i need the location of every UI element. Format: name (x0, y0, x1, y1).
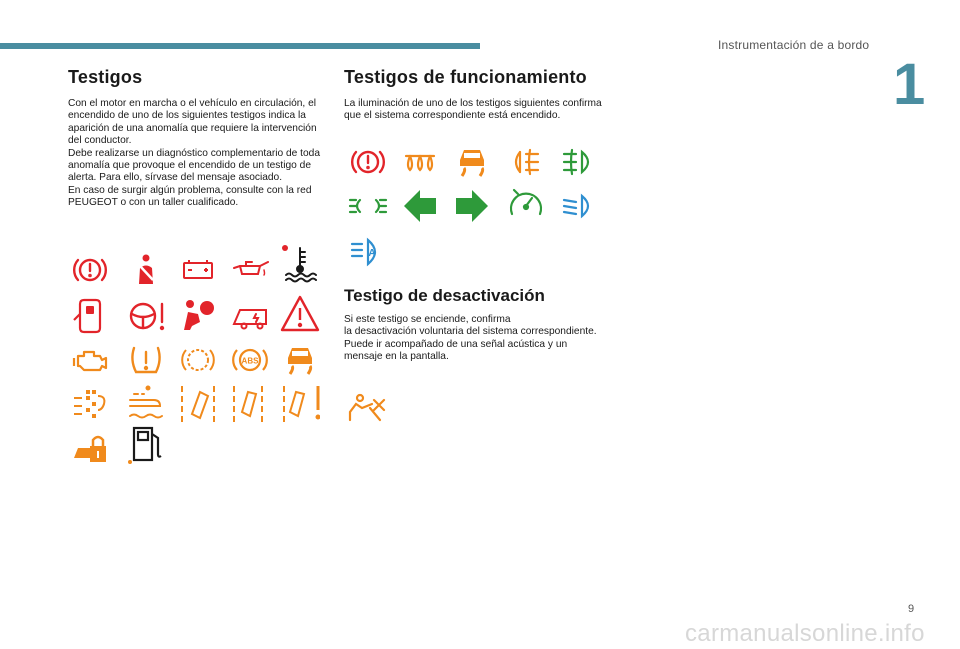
front-fog-light-icon (560, 142, 600, 182)
seatbelt-icon (126, 250, 166, 290)
fuel-level-icon (126, 424, 166, 464)
battery-icon (178, 250, 218, 290)
funcionamiento-section (344, 67, 604, 123)
abs-icon (230, 340, 270, 380)
lane-departure-fault-icon (280, 384, 320, 424)
desactivacion-heading: Testigo de desactivación (344, 286, 545, 305)
sidelights-icon (348, 186, 388, 226)
right-indicator-icon (452, 186, 492, 226)
chapter-number: 1 (893, 52, 926, 117)
steering-warning-icon (126, 296, 166, 336)
brake-warning-icon (70, 250, 110, 290)
watermark: carmanualsonline.info (685, 620, 925, 647)
svg-text:ABS: ABS (241, 356, 259, 366)
particle-filter-icon (70, 384, 110, 424)
desactivacion-paragraph: Si este testigo se enciende, confirma la desactivación voluntaria del sistema correspondiente. Puede ir acompañado de una señal acústica y un mensaje en la pantalla. (344, 314, 597, 363)
funcionamiento-paragraph: La iluminación de uno de los testigos siguientes confirma que el sistema correspondiente está encendido. (344, 98, 602, 122)
oil-pressure-icon (230, 250, 270, 290)
lane-departure-active-icon (230, 384, 270, 424)
left-indicator-icon (400, 186, 440, 226)
preheating-icon (400, 142, 440, 182)
passenger-airbag-off-icon (346, 390, 386, 430)
dipped-beam-icon (560, 186, 600, 226)
security-lock-icon (70, 428, 110, 468)
stability-control-icon (280, 340, 320, 380)
exhaust-system-icon (126, 384, 166, 424)
lane-departure-icon (178, 384, 218, 424)
engine-check-icon (70, 340, 110, 380)
stability-control-icon (452, 142, 492, 182)
page-number: 9 (908, 603, 915, 615)
general-warning-triangle-icon (280, 294, 320, 334)
funcionamiento-heading: Testigos de funcionamiento (344, 67, 587, 87)
electric-fault-icon (230, 296, 270, 336)
svg-text:A: A (368, 248, 376, 259)
section-title: Instrumentación de a bordo (718, 38, 870, 52)
door-open-icon (70, 296, 110, 336)
airbag-icon (178, 296, 218, 336)
automatic-headlamp-icon (348, 232, 388, 272)
desactivacion-section (344, 286, 604, 364)
header-bar (0, 43, 480, 49)
brake-pad-icon (178, 340, 218, 380)
parking-brake-icon (348, 142, 388, 182)
rear-fog-light-icon (506, 142, 546, 182)
testigos-heading: Testigos (68, 67, 143, 87)
cruise-control-icon (506, 186, 546, 226)
testigos-paragraph: Con el motor en marcha o el vehículo en circulación, el encendido de uno de los siguientes testigos indica la aparición de una anomalía que requiere la intervención del conductor. Debe realizarse un diagnóstico complementario de toda anomalía que provoque el encendido de un testigo de alerta. Para ello, sírvase del mensaje asociado. En caso de surgir algún problema, consulte con la red PEUGEOT o con un taller cualificado. (68, 98, 321, 209)
coolant-temperature-icon (280, 244, 320, 284)
tyre-pressure-icon (126, 340, 166, 380)
testigos-section (68, 67, 328, 210)
